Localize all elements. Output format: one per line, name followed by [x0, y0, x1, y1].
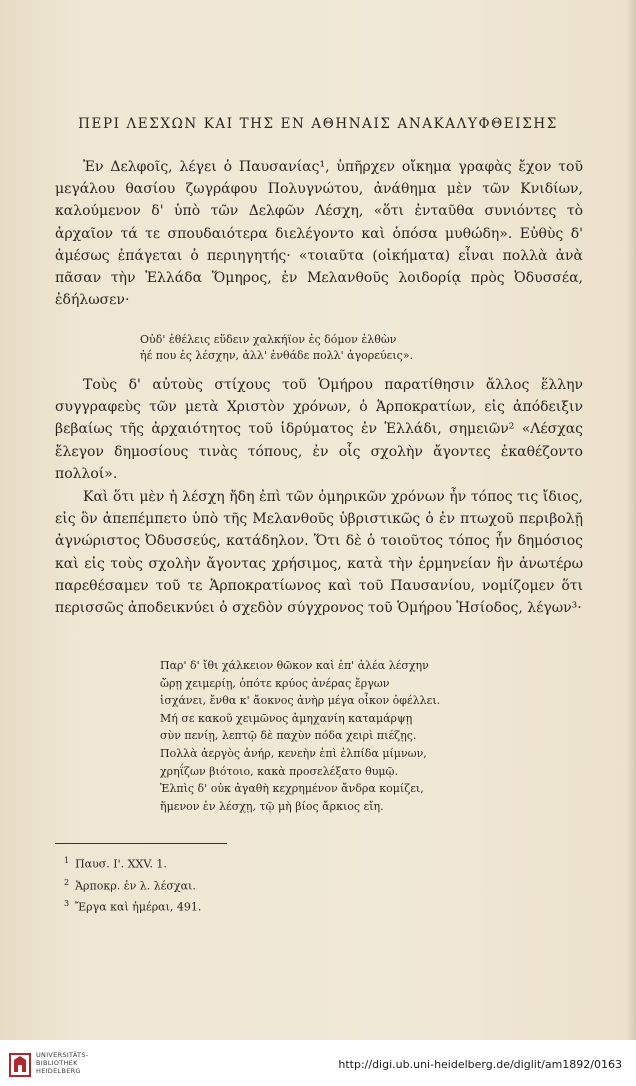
- paragraph-2-text: Τοὺς δ' αὐτοὺς στίχους τοῦ Ὁμήρου παρατίθησιν ἄλλος ἕλλην συγγραφεὺς τῶν μετὰ Χριστὸν χρόνων, ὁ Ἁρποκρατίων, εἰς ἀπόδειξιν βεβαίως τῆς ἀρχαιότητος τοῦ ἱδρύματος ἐν Ἑλλάδι, σημειῶν² «Λέσχας ἔλεγον δημοσίους τινὰς τόπους, ἐν οἷς σχολὴν ἄγοντες ἐκαθέζοντο πολλοί».: [55, 377, 583, 482]
- footnote-number: 2: [64, 877, 70, 887]
- verse-line: ἰσχάνει, ἔνθα κ' ἄοκνος ἀνὴρ μέγα οἶκον ὀφέλλει.: [160, 694, 441, 708]
- verse-block-2: [160, 657, 440, 815]
- verse-line: ὥρῃ χειμερίῃ, ὁπότε κρύος ἀνέρας ἔργων: [160, 676, 390, 690]
- verse-line: σὺν πενίῃ, λεπτῷ δὲ παχὺν πόδα χειρὶ πιέζῃς.: [160, 729, 417, 743]
- library-name-line: BIBLIOTHEK: [36, 1059, 78, 1067]
- library-name-line: HEIDELBERG: [36, 1067, 81, 1075]
- footnote-text: Ἔργα καὶ ἡμέραι, 491.: [75, 900, 202, 914]
- verse-line: ἥμενον ἐν λέσχῃ, τῷ μὴ βίος ἄρκιος εἴη.: [160, 799, 384, 813]
- verse-line: Μή σε κακοῦ χειμῶνος ἀμηχανίη καταμάρψῃ: [160, 711, 413, 725]
- verse-line: Οὐδ' ἐθέλεις εὕδειν χαλκήϊον ἐς δόμον ἐλθὼν: [140, 333, 397, 346]
- footnote-text: Ἁρποκρ. ἐν λ. λέσχαι.: [75, 879, 196, 893]
- footnote-item: [64, 874, 201, 896]
- footnote-item: [64, 852, 201, 874]
- verse-line: Παρ' δ' ἴθι χάλκειον θῶκον καὶ ἐπ' ἀλέα λέσχην: [160, 659, 429, 672]
- verse-line: ἠέ που ἐς λέσχην, ἀλλ' ἐνθάδε πολλ' ἀγορεύεις».: [140, 348, 414, 362]
- footnote-number: 1: [64, 856, 70, 865]
- page-title: ΠΕΡΙ ΛΕΣΧΩΝ ΚΑΙ ΤΗΣ ΕΝ ΑΘΗΝΑΙΣ ΑΝΑΚΑΛΥΦΘΕΙΣΗΣ: [78, 116, 558, 132]
- library-name: [36, 1051, 88, 1075]
- footnote-divider: [55, 843, 227, 844]
- paragraph-3-text: Καὶ ὅτι μὲν ἡ λέσχη ἤδη ἐπὶ τῶν ὁμηρικῶν χρόνων ἦν τόπος τις ἴδιος, εἰς ὃν ἀπεπέμπετο ὑπὸ τῆς Μελανθοῦς ὑβριστικῶς ὁ ἐν πτωχοῦ περιβολῇ ἀγνώριστος Ὀδυσσεύς, κατάδηλον. Ὅτι δὲ ὁ τοιοῦτος τόπος ἦν δημόσιος καὶ εἰς τοὺς σχολὴν ἄγοντας χρήσιμος, κατὰ τὴν ἑρμηνείαν ἣν ἀνωτέρω παρεθέσαμεν τοῦ τε Ἁρποκρατίωνος καὶ τοῦ Παυσανίου, νομίζομεν ὅτι περισσῶς ἀποδεικνύει ὁ σχεδὸν σύγχρονος τοῦ Ὁμήρου Ἡσίοδος, λέγων³·: [55, 489, 583, 617]
- footnotes: [64, 852, 201, 917]
- paragraph-3: [55, 486, 583, 619]
- verse-line: Ἐλπὶς δ' οὐκ ἀγαθὴ κεχρημένον ἄνδρα κομίζει,: [160, 782, 424, 796]
- verse-block-1: [140, 332, 413, 363]
- footnote-number: 3: [64, 899, 70, 909]
- footnote-item: [64, 895, 201, 917]
- footer-bar: [0, 1040, 636, 1086]
- paragraph-1: [55, 156, 583, 311]
- library-logo-icon: [8, 1052, 32, 1078]
- paragraph-2: [55, 374, 583, 485]
- verse-line: Πολλὰ ἀεργὸς ἀνήρ, κενεὴν ἐπὶ ἐλπίδα μίμνων,: [160, 746, 427, 760]
- footnote-text: Παυσ. Ι'. XXV. 1.: [75, 857, 167, 871]
- verse-line: χρηΐζων βιότοιο, κακὰ προσελέξατο θυμῷ.: [160, 764, 398, 778]
- library-name-line: UNIVERSITÄTS-: [36, 1051, 89, 1059]
- page-edge-shadow: [626, 0, 636, 1040]
- paragraph-1-text: Ἐν Δελφοῖς, λέγει ὁ Παυσανίας¹, ὑπῆρχεν οἴκημα γραφὰς ἔχον τοῦ μεγάλου θασίου ζωγράφου Πολυγνώτου, ἀνάθημα μὲν τῶν Κνιδίων, καλούμενον δ' ὑπὸ τῶν Δελφῶν Λέσχη, «ὅτι ἐνταῦθα συνιόντες τὸ ἀρχαῖον τά τε σπουδαιότερα διελέγοντο καὶ ὁπόσα μυθώδη». Εὐθὺς δ' ἀμέσως ἐπάγεται ὁ περιηγητής· «τοιαῦτα (οἰκήματα) εἶναι πολλὰ ἀνὰ πᾶσαν τὴν Ἑλλάδα Ὅμηρος, ἐν Μελανθοῦς λοιδορίᾳ πρὸς Ὀδυσσέα, ἐδήλωσεν·: [55, 159, 583, 309]
- source-url[interactable]: http://digi.ub.uni-heidelberg.de/diglit/am1892/0163: [338, 1058, 622, 1071]
